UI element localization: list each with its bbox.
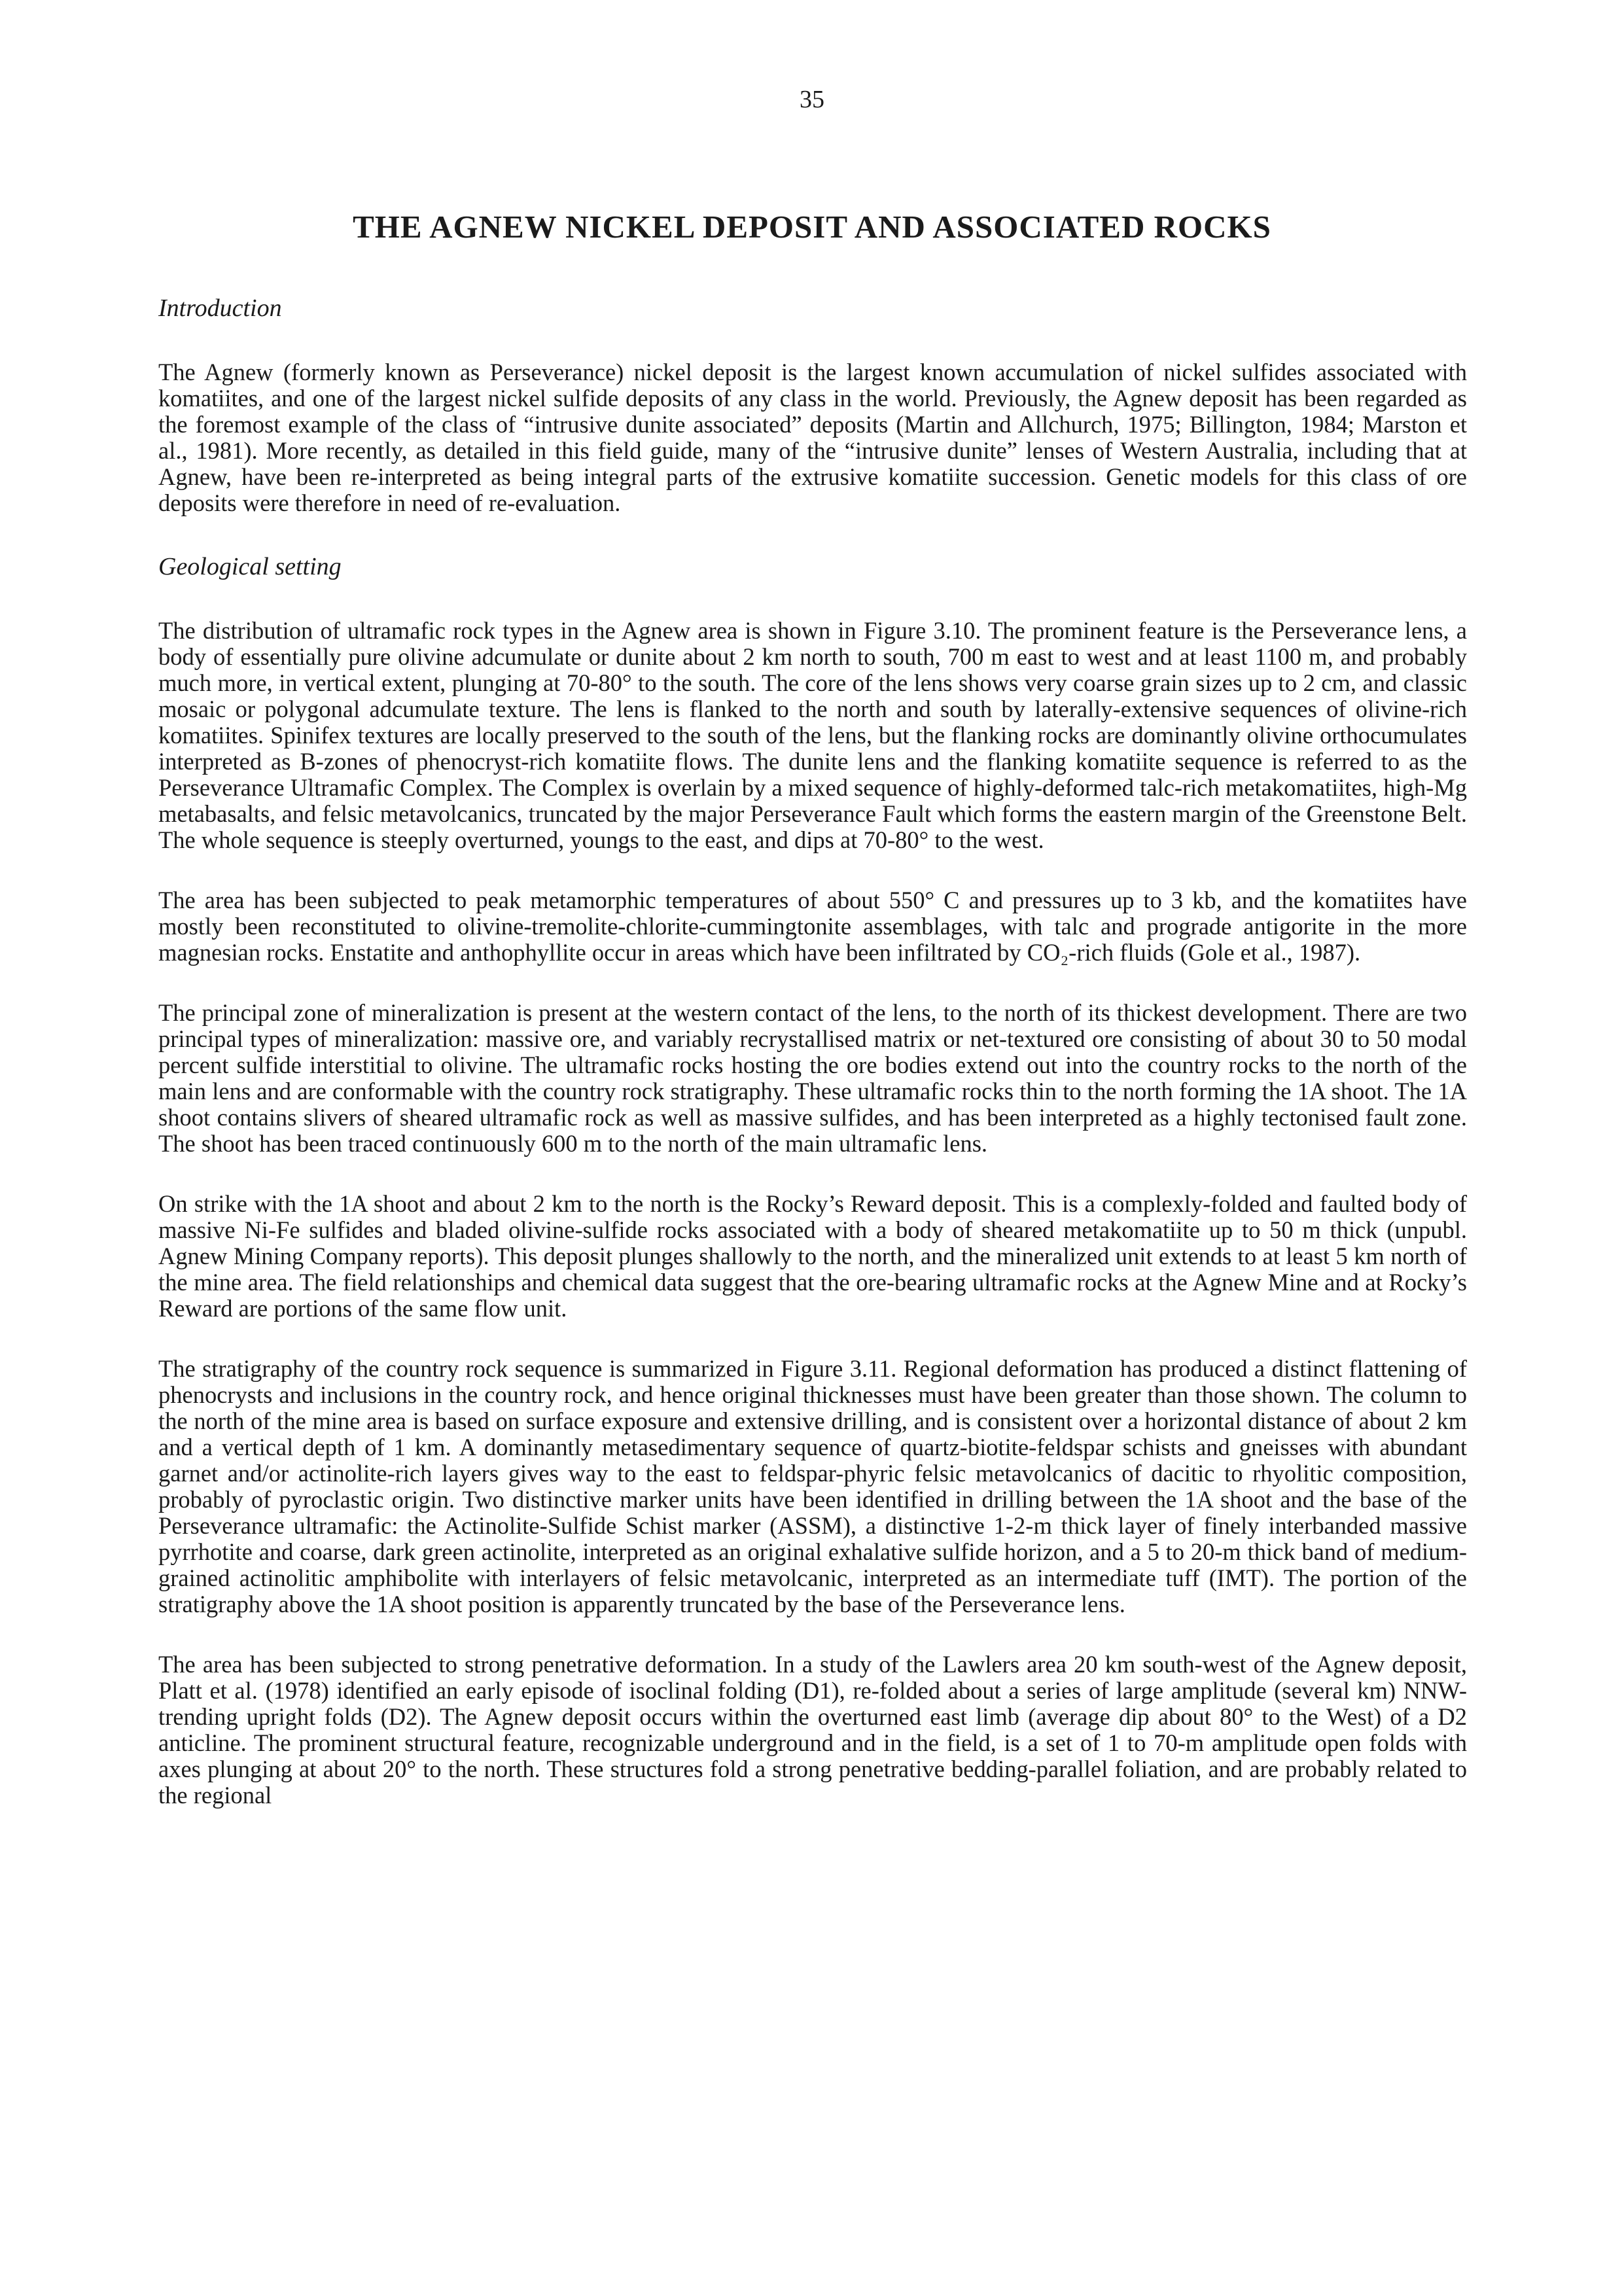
paragraph-introduction-1: The Agnew (formerly known as Perseverance) nickel deposit is the largest known accumulation of nickel sulfides associated with komatiites, and one of the largest nickel sulfide deposits of any class in the world. Previously, the Agnew deposit has been regarded as the foremost example of the class of “intrusive dunite associated” deposits (Martin and Allchurch, 1975; Billington, 1984; Marston et al., 1981). More recently, as detailed in this field guide, many of the “intrusive dunite” lenses of Western Australia, including that at Agnew, have been re-interpreted as being integral parts of the extrusive komatiite succession. Genetic models for this class of ore deposits were therefore in need of re-evaluation.: [158, 359, 1467, 516]
section-geological-setting: [158, 552, 1467, 1809]
section-introduction: [158, 293, 1467, 516]
section-heading-geological-setting: Geological setting: [158, 553, 342, 580]
section-heading-introduction: Introduction: [158, 294, 282, 322]
paragraph-geological-setting-3: The principal zone of mineralization is present at the western contact of the lens, to the north of its thickest development. There are two principal types of mineralization: massive ore, and variably recrystallised matrix or net-textured ore consisting of about 30 to 50 modal percent sulfide interstitial to olivine. The ultramafic rocks hosting the ore bodies extend out into the country rocks to the north of the main lens and are conformable with the country rock stratigraphy. These ultramafic rocks thin to the north forming the 1A shoot. The 1A shoot contains slivers of sheared ultramafic rock as well as massive sulfides, and has been interpreted as a highly tectonised fault zone. The shoot has been traced continuously 600 m to the north of the main ultramafic lens.: [158, 999, 1467, 1157]
paragraph-geological-setting-1: The distribution of ultramafic rock types in the Agnew area is shown in Figure 3.10. The prominent feature is the Perseverance lens, a body of essentially pure olivine adcumulate or dunite about 2 km north to south, 700 m east to west and at least 1100 m, and probably much more, in vertical extent, plunging at 70-80° to the south. The core of the lens shows very coarse grain sizes up to 2 cm, and classic mosaic or polygonal adcumulate texture. The lens is flanked to the north and south by laterally-extensive sequences of olivine-rich komatiites. Spinifex textures are locally preserved to the south of the lens, but the flanking rocks are dominantly olivine orthocumulates interpreted as B-zones of phenocryst-rich komatiite flows. The dunite lens and the flanking komatiite sequence is referred to as the Perseverance Ultramafic Complex. The Complex is overlain by a mixed sequence of highly-deformed talc-rich metakomatiites, high-Mg metabasalts, and felsic metavolcanics, truncated by the major Perseverance Fault which forms the eastern margin of the Greenstone Belt. The whole sequence is steeply overturned, youngs to the east, and dips at 70-80° to the west.: [158, 617, 1467, 853]
paragraph-geological-setting-2: The area has been subjected to peak metamorphic temperatures of about 550° C and pressures up to 3 kb, and the komatiites have mostly been reconstituted to olivine-tremolite-chlorite-cummingtonite assemblages, with talc and prograde antigorite in the more magnesian rocks. Enstatite and anthophyllite occur in areas which have been infiltrated by CO₂-rich fluids (Gole et al., 1987).: [158, 887, 1467, 966]
page-number: 35: [800, 86, 824, 113]
paragraph-geological-setting-6: The area has been subjected to strong penetrative deformation. In a study of the Lawlers area 20 km south-west of the Agnew deposit, Platt et al. (1978) identified an early episode of isoclinal folding (D1), re-folded about a series of large amplitude (several km) NNW-trending upright folds (D2). The Agnew deposit occurs within the overturned east limb (average dip about 80° to the West) of a D2 anticline. The prominent structural feature, recognizable underground and in the field, is a set of 1 to 70-m amplitude open folds with axes plunging at about 20° to the north. These structures fold a strong penetrative bedding-parallel foliation, and are probably related to the regional: [158, 1651, 1467, 1809]
page-title: THE AGNEW NICKEL DEPOSIT AND ASSOCIATED ROCKS: [353, 209, 1271, 245]
document-body: [158, 293, 1467, 1809]
paragraph-geological-setting-5: The stratigraphy of the country rock sequence is summarized in Figure 3.11. Regional deformation has produced a distinct flattening of phenocrysts and inclusions in the country rock, and hence original thicknesses must have been greater than those shown. The column to the north of the mine area is based on surface exposure and extensive drilling, and is consistent over a horizontal distance of about 2 km and a vertical depth of 1 km. A dominantly metasedimentary sequence of quartz-biotite-feldspar schists and gneisses with abundant garnet and/or actinolite-rich layers gives way to the east to feldspar-phyric felsic metavolcanics of dacitic to rhyolitic composition, probably of pyroclastic origin. Two distinctive marker units have been identified in drilling between the 1A shoot and the base of the Perseverance ultramafic: the Actinolite-Sulfide Schist marker (ASSM), a distinctive 1-2-m thick layer of finely interbanded massive pyrrhotite and coarse, dark green actinolite, interpreted as an original exhalative sulfide horizon, and a 5 to 20-m thick band of medium-grained actinolitic amphibolite with interlayers of felsic metavolcanic, interpreted as an intermediate tuff (IMT). The portion of the stratigraphy above the 1A shoot position is apparently truncated by the base of the Perseverance lens.: [158, 1355, 1467, 1617]
paragraph-geological-setting-4: On strike with the 1A shoot and about 2 km to the north is the Rocky’s Reward deposit. This is a complexly-folded and faulted body of massive Ni-Fe sulfides and bladed olivine-sulfide rocks associated with a body of sheared metakomatiite up to 50 m thick (unpubl. Agnew Mining Company reports). This deposit plunges shallowly to the north, and the mineralized unit extends to at least 5 km north of the mine area. The field relationships and chemical data suggest that the ore-bearing ultramafic rocks at the Agnew Mine and at Rocky’s Reward are portions of the same flow unit.: [158, 1190, 1467, 1322]
